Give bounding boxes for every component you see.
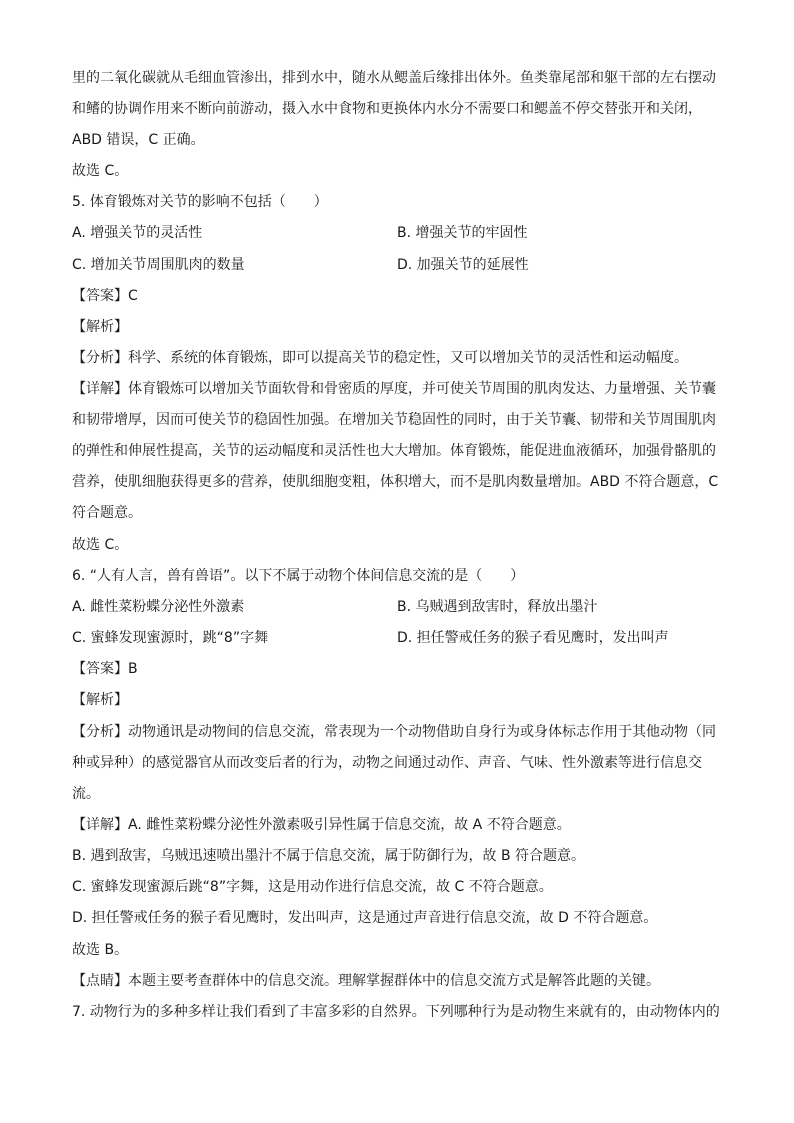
q5-conclusion: 故选 C。 xyxy=(72,537,129,553)
q5-detail-line: 的弹性和伸展性提高，关节的运动幅度和灵活性也大大增加。体育锻炼，能促进血液循环，加强骨骼肌的 xyxy=(72,443,716,459)
q6-fenxi-line: 流。 xyxy=(72,786,100,802)
q5-detail-line: 营养，使肌细胞获得更多的营养，使肌细胞变粗，体积增大，而不是肌肉数量增加。ABD 不符合题意，C xyxy=(72,474,719,490)
q5-option-a: A. 增强关节的灵活性 xyxy=(72,225,203,241)
q6-detail-line: C. 蜜蜂发现蜜源后跳“8”字舞，这是用动作进行信息交流，故 C 不符合题意。 xyxy=(72,879,553,895)
q5-option-d: D. 加强关节的延展性 xyxy=(397,257,529,273)
q6-option-b: B. 乌贼遇到敌害时，释放出墨汁 xyxy=(397,599,598,615)
question-6-stem: 6. “人有人言，兽有兽语”。以下不属于动物个体间信息交流的是（ ） xyxy=(72,568,525,584)
q6-dianjing: 【点睛】本题主要考查群体中的信息交流。理解掌握群体中的信息交流方式是解答此题的关键。 xyxy=(72,973,660,989)
q6-analysis-label: 【解析】 xyxy=(72,692,128,708)
text-line: 和鳍的协调作用来不断向前游动，摄入水中食物和更换体内水分不需要口和鳃盖不停交替张开和关闭， xyxy=(72,101,702,117)
q6-fenxi-line: 【分析】动物通讯是动物间的信息交流，常表现为一个动物借助自身行为或身体标志作用于其他动物（同 xyxy=(72,724,716,740)
q6-fenxi-line: 种或异种）的感觉器官从而改变后者的行为，动物之间通过动作、声音、气味、性外激素等进行信息交 xyxy=(72,755,702,771)
text-line: ABD 错误，C 正确。 xyxy=(72,132,205,148)
question-5-stem: 5. 体育锻炼对关节的影响不包括（ ） xyxy=(72,194,328,210)
text-line: 故选 C。 xyxy=(72,163,129,179)
q5-detail-line: 和韧带增厚，因而可使关节的稳固性加强。在增加关节稳固性的同时，由于关节囊、韧带和关节周围肌肉 xyxy=(72,412,716,428)
q6-detail-line: D. 担任警戒任务的猴子看见鹰时，发出叫声，这是通过声音进行信息交流，故 D 不符合题意。 xyxy=(72,910,658,926)
q5-analysis-label: 【解析】 xyxy=(72,319,128,335)
q6-answer: 【答案】B xyxy=(72,661,138,677)
q6-detail-line: B. 遇到敌害，乌贼迅速喷出墨汁不属于信息交流，属于防御行为，故 B 符合题意。 xyxy=(72,848,586,864)
question-7-stem: 7. 动物行为的多种多样让我们看到了丰富多彩的自然界。下列哪种行为是动物生来就有的，由动物体内的 xyxy=(72,1004,720,1020)
q5-answer: 【答案】C xyxy=(72,288,138,304)
q6-conclusion: 故选 B。 xyxy=(72,942,129,958)
q5-detail-line: 【详解】体育锻炼可以增加关节面软骨和骨密质的厚度，并可使关节周围的肌肉发达、力量增强、关节囊 xyxy=(72,381,716,397)
q6-option-d: D. 担任警戒任务的猴子看见鹰时，发出叫声 xyxy=(397,630,669,646)
q5-option-c: C. 增加关节周围肌肉的数量 xyxy=(72,257,245,273)
q5-detail-line: 符合题意。 xyxy=(72,505,142,521)
q6-detail-line: 【详解】A. 雌性菜粉蝶分泌性外激素吸引异性属于信息交流，故 A 不符合题意。 xyxy=(72,817,571,833)
q6-option-a: A. 雌性菜粉蝶分泌性外激素 xyxy=(72,599,245,615)
text-line: 里的二氧化碳就从毛细血管渗出，排到水中，随水从鳃盖后缘排出体外。鱼类靠尾部和躯干部的左右摆动 xyxy=(72,70,716,86)
q5-option-b: B. 增强关节的牢固性 xyxy=(397,225,528,241)
q6-option-c: C. 蜜蜂发现蜜源时，跳“8”字舞 xyxy=(72,630,269,646)
q5-fenxi: 【分析】科学、系统的体育锻炼，即可以提高关节的稳定性，又可以增加关节的灵活性和运动幅度。 xyxy=(72,350,688,366)
